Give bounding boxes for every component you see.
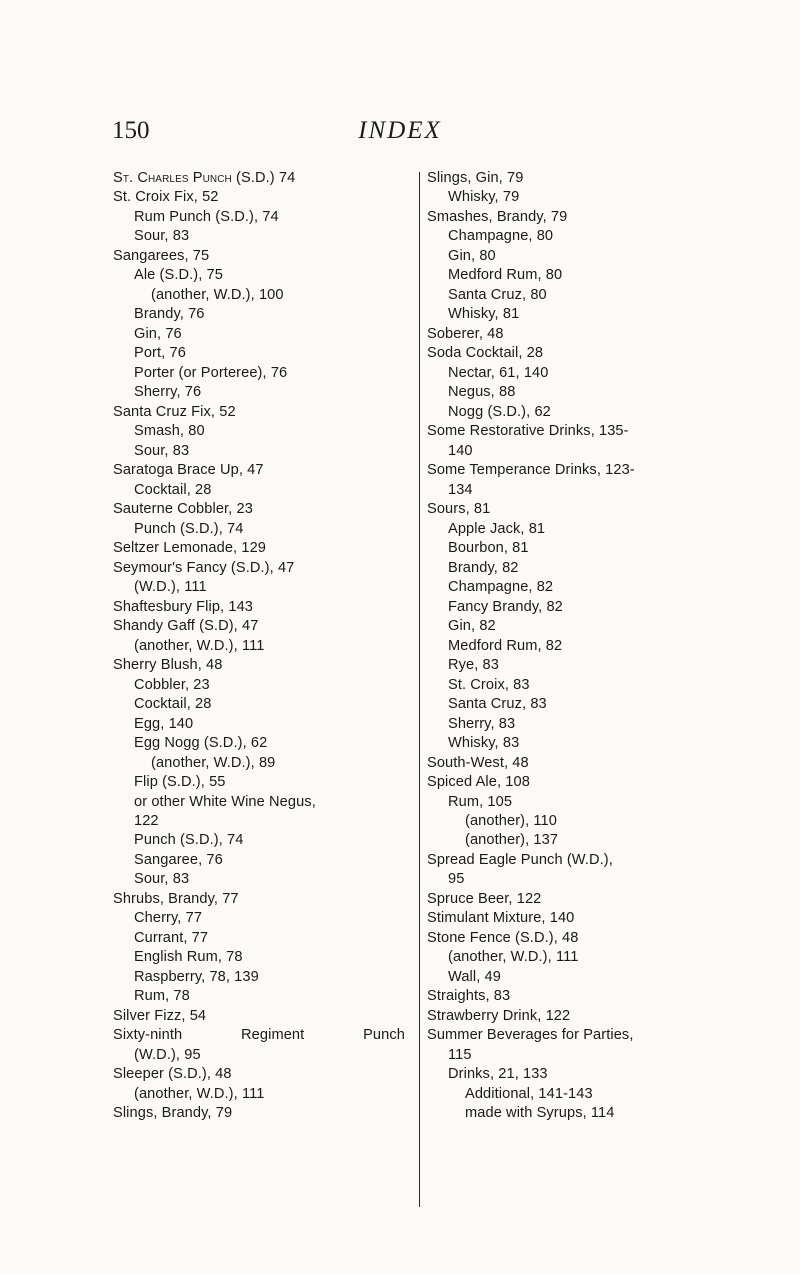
index-entry: Cherry, 77: [134, 910, 203, 927]
index-entry: Sour, 83: [134, 871, 190, 888]
index-entry: Sherry, 83: [448, 715, 516, 732]
index-entry: St. Croix, 83: [448, 676, 530, 693]
index-entry: Medford Rum, 80: [448, 267, 563, 284]
index-entry: English Rum, 78: [134, 949, 243, 966]
index-entry: Rye, 83: [448, 657, 499, 674]
index-entry-word: Sixty-ninth: [113, 1027, 183, 1044]
index-entry: Punch (S.D.), 74: [134, 520, 244, 537]
index-entry: (another), 110: [465, 812, 557, 829]
index-entry: Cocktail, 28: [134, 696, 212, 713]
column-divider: [419, 172, 420, 1207]
index-entry: (another), 137: [465, 832, 559, 849]
page-number: 150: [112, 117, 150, 144]
index-entry: Sour, 83: [134, 228, 190, 245]
index-entry: Cobbler, 23: [134, 676, 210, 693]
index-entry: 122: [134, 812, 159, 829]
index-entry: Brandy, 82: [448, 559, 519, 576]
index-entry: (W.D.), 95: [134, 1046, 201, 1063]
index-entry: Seymour's Fancy (S.D.), 47: [113, 559, 295, 576]
index-entry: Stimulant Mixture, 140: [427, 910, 575, 927]
index-entry: Slings, Brandy, 79: [113, 1105, 233, 1122]
index-entry: Sauterne Cobbler, 23: [113, 501, 253, 518]
index-entry: Soberer, 48: [427, 325, 504, 342]
index-entry: [113, 1026, 405, 1045]
index-entry: Nectar, 61, 140: [448, 364, 549, 381]
index-entry: Sangaree, 76: [134, 851, 223, 868]
index-entry: Champagne, 82: [448, 579, 554, 596]
index-entry: Egg Nogg (S.D.), 62: [134, 735, 268, 752]
index-entry: Bourbon, 81: [448, 540, 529, 557]
index-entry: Additional, 141-143: [465, 1085, 593, 1102]
index-entry: Negus, 88: [448, 384, 516, 401]
index-entry: Gin, 80: [448, 247, 496, 264]
index-entry: Brandy, 76: [134, 306, 205, 323]
index-entry: (another, W.D.), 111: [134, 637, 265, 654]
index-entry: Egg, 140: [134, 715, 194, 732]
index-entry: Soda Cocktail, 28: [427, 345, 544, 362]
index-entry: Rum Punch (S.D.), 74: [134, 208, 279, 225]
index-entry: Seltzer Lemonade, 129: [113, 540, 267, 557]
index-entry: Smashes, Brandy, 79: [427, 208, 568, 225]
index-entry: Ale (S.D.), 75: [134, 267, 223, 284]
index-entry: made with Syrups, 114: [465, 1105, 615, 1122]
index-entry: 95: [448, 871, 465, 888]
index-entry: South-West, 48: [427, 754, 529, 771]
index-entry: (W.D.), 111: [134, 579, 207, 596]
index-entry: Sour, 83: [134, 442, 190, 459]
index-entry: Rum, 78: [134, 988, 190, 1005]
index-entry: Whisky, 83: [448, 735, 520, 752]
index-entry: 140: [448, 442, 473, 459]
index-entry: Stone Fence (S.D.), 48: [427, 929, 579, 946]
index-entry: Santa Cruz Fix, 52: [113, 403, 236, 420]
index-entry: Strawberry Drink, 122: [427, 1007, 571, 1024]
index-entry: (another, W.D.), 111: [134, 1085, 265, 1102]
index-entry: Some Restorative Drinks, 135-: [427, 423, 629, 440]
index-entry: Santa Cruz, 80: [448, 286, 547, 303]
index-entry: Punch (S.D.), 74: [134, 832, 244, 849]
index-entry: Cocktail, 28: [134, 481, 212, 498]
index-entry: Spruce Beer, 122: [427, 890, 542, 907]
index-entry: Shandy Gaff (S.D), 47: [113, 618, 259, 635]
index-column-right: [427, 169, 732, 1124]
index-entry: or other White Wine Negus,: [134, 793, 316, 810]
index-entry: Wall, 49: [448, 968, 501, 985]
index-entry: Sangarees, 75: [113, 247, 210, 264]
index-entry: St. Charles Punch (S.D.) 74: [113, 170, 296, 186]
index-entry: Sleeper (S.D.), 48: [113, 1066, 232, 1083]
index-entry: Apple Jack, 81: [448, 520, 546, 537]
running-title: INDEX: [358, 117, 442, 144]
index-entry: Flip (S.D.), 55: [134, 774, 226, 791]
index-entry: Shrubs, Brandy, 77: [113, 890, 239, 907]
index-entry: Santa Cruz, 83: [448, 696, 547, 713]
index-entry: Saratoga Brace Up, 47: [113, 462, 264, 479]
index-entry: Sherry, 76: [134, 384, 202, 401]
index-entry: Drinks, 21, 133: [448, 1066, 548, 1083]
index-entry: Straights, 83: [427, 988, 511, 1005]
index-entry: Gin, 76: [134, 325, 182, 342]
index-entry: Port, 76: [134, 345, 186, 362]
index-entry: Currant, 77: [134, 929, 209, 946]
index-entry: Porter (or Porteree), 76: [134, 364, 288, 381]
index-entry: Spread Eagle Punch (W.D.),: [427, 851, 613, 868]
index-entry: 134: [448, 481, 473, 498]
index-entry: Raspberry, 78, 139: [134, 968, 259, 985]
index-entry: (another, W.D.), 100: [151, 286, 284, 303]
index-entry: Sherry Blush, 48: [113, 657, 223, 674]
index-column-left: [113, 169, 418, 1124]
index-entry: Shaftesbury Flip, 143: [113, 598, 254, 615]
index-entry-word: Punch: [363, 1027, 405, 1044]
index-entry: Silver Fizz, 54: [113, 1007, 207, 1024]
index-entry: Rum, 105: [448, 793, 513, 810]
index-entry: Fancy Brandy, 82: [448, 598, 563, 615]
page-header: [0, 117, 800, 151]
index-entry: 115: [448, 1046, 472, 1063]
index-entry: Spiced Ale, 108: [427, 774, 530, 791]
index-entry: Whisky, 79: [448, 189, 520, 206]
index-entry: Smash, 80: [134, 423, 205, 440]
index-entry: Gin, 82: [448, 618, 496, 635]
index-entry: (another, W.D.), 89: [151, 754, 276, 771]
index-entry: Champagne, 80: [448, 228, 554, 245]
index-entry: (another, W.D.), 111: [448, 949, 579, 966]
index-entry: Summer Beverages for Parties,: [427, 1027, 634, 1044]
index-entry: Some Temperance Drinks, 123-: [427, 462, 635, 479]
index-entry: Medford Rum, 82: [448, 637, 563, 654]
index-entry-word: Regiment: [241, 1027, 305, 1044]
index-entry: Sours, 81: [427, 501, 491, 518]
index-entry: Whisky, 81: [448, 306, 520, 323]
index-entry: St. Croix Fix, 52: [113, 189, 219, 206]
index-entry: Nogg (S.D.), 62: [448, 403, 551, 420]
index-entry: Slings, Gin, 79: [427, 170, 524, 186]
